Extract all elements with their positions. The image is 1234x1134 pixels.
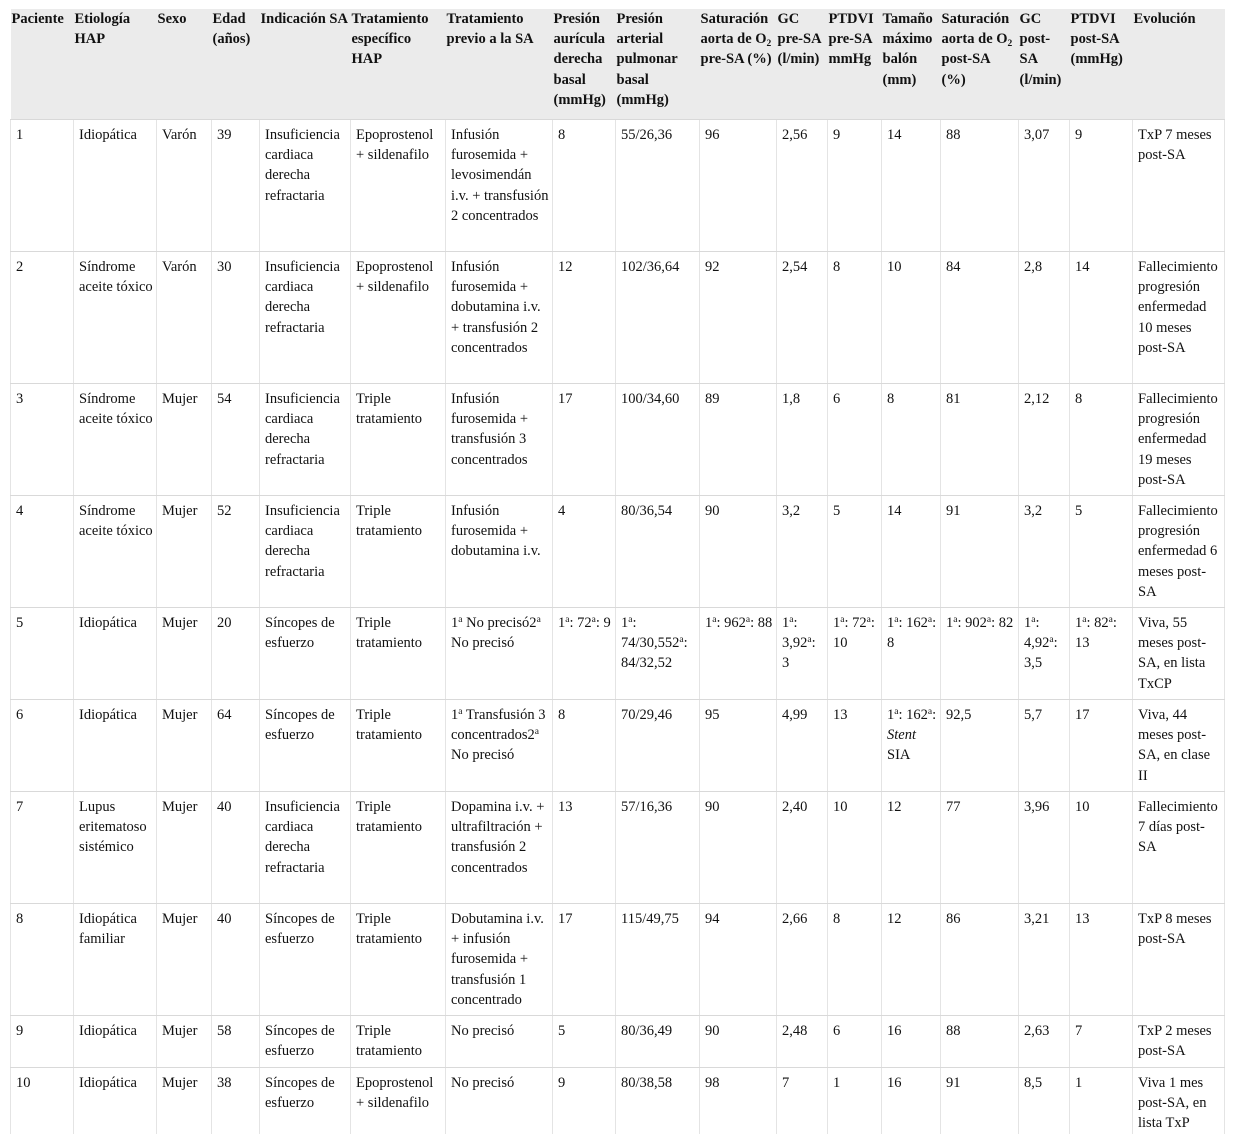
header-balon: Tamaño máximo balón (mm) [882, 9, 941, 120]
cell-paciente: 1 [11, 120, 74, 252]
cell-part: 1 [782, 615, 790, 631]
header-sat-post [941, 9, 1019, 120]
cell-part: 1 [451, 615, 459, 631]
cell-gc-post [1019, 608, 1070, 700]
superscript-a: a [789, 615, 794, 625]
superscript-a: a [807, 635, 812, 646]
patients-table [10, 9, 1225, 1134]
superscript-a: a [458, 615, 463, 625]
table-body [11, 120, 1225, 1134]
cell-evolucion: Viva, 44 meses post-SA, en clase II [1133, 700, 1225, 792]
cell-gc-pre: 3,2 [777, 496, 828, 608]
cell-sat-pre: 92 [700, 252, 777, 384]
cell-sat-post: 81 [941, 384, 1019, 496]
cell-balon: 8 [882, 384, 941, 496]
cell-part: 1 [1075, 615, 1083, 631]
superscript-a: a [927, 615, 933, 625]
cell-paciente: 6 [11, 700, 74, 792]
cell-etiologia: Lupus eritematoso sistémico [74, 792, 157, 904]
cell-pad: 12 [553, 252, 616, 384]
cell-ptdvi-post: 9 [1070, 120, 1133, 252]
cell-ptdvi-post: 13 [1070, 904, 1133, 1016]
cell-sat-pre: 90 [700, 1016, 777, 1068]
cell-trat-especifico: Triple tratamiento [351, 792, 446, 904]
cell-ptdvi-pre [828, 608, 882, 700]
cell-part: 1 [1024, 615, 1032, 631]
cell-ptdvi-post: 5 [1070, 496, 1133, 608]
cell-part: 1 [887, 707, 895, 723]
cell-pad: 4 [553, 496, 616, 608]
header-edad: Edad (años) [212, 9, 260, 120]
cell-ptdvi-pre: 6 [828, 1016, 882, 1068]
cell-gc-post: 3,96 [1019, 792, 1070, 904]
cell-balon [882, 608, 941, 700]
cell-pap: 102/36,64 [616, 252, 700, 384]
header-row [11, 9, 1225, 120]
cell-part: : 82 [1086, 615, 1109, 631]
cell-etiologia: Idiopática [74, 1068, 157, 1134]
header-sexo: Sexo [157, 9, 212, 120]
superscript-a: a [679, 635, 684, 646]
cell-balon: 12 [882, 904, 941, 1016]
cell-indicacion: Insuficiencia cardiaca derecha refractaria [260, 792, 351, 904]
cell-gc-post: 2,63 [1019, 1016, 1070, 1068]
header-gc-pre: GC pre-SA (l/min) [777, 9, 828, 120]
cell-gc-post: 3,2 [1019, 496, 1070, 608]
cell-pad [553, 608, 616, 700]
cell-gc-pre: 2,48 [777, 1016, 828, 1068]
cell-ptdvi-pre: 5 [828, 496, 882, 608]
superscript-a: a [745, 615, 751, 625]
cell-evolucion: Fallecimiento 7 días post-SA [1133, 792, 1225, 904]
header-sat-pre-b: pre-SA (%) [700, 51, 772, 68]
cell-etiologia: Idiopática [74, 608, 157, 700]
cell-pad: 13 [553, 792, 616, 904]
cell-sat-pre [700, 608, 777, 700]
cell-etiologia: Idiopática [74, 700, 157, 792]
cell-sexo: Mujer [157, 904, 212, 1016]
cell-part: 1 [833, 615, 841, 631]
cell-trat-especifico: Triple tratamiento [351, 700, 446, 792]
cell-trat-previo: No precisó [446, 1068, 553, 1134]
cell-paciente: 7 [11, 792, 74, 904]
cell-indicacion: Síncopes de esfuerzo [260, 1068, 351, 1134]
header-paciente: Paciente [11, 9, 74, 120]
cell-sat-post: 91 [941, 1068, 1019, 1134]
table-row [11, 700, 1225, 792]
cell-part: 1 [621, 615, 629, 631]
cell-edad: 20 [212, 608, 260, 700]
cell-edad: 40 [212, 792, 260, 904]
cell-pap: 57/16,36 [616, 792, 700, 904]
cell-trat-especifico: Triple tratamiento [351, 1016, 446, 1068]
table-row [11, 120, 1225, 252]
cell-paciente: 5 [11, 608, 74, 700]
cell-edad: 52 [212, 496, 260, 608]
cell-part: : 902 [957, 615, 987, 631]
cell-pad: 9 [553, 1068, 616, 1134]
cell-balon [882, 700, 941, 792]
cell-pap: 80/38,58 [616, 1068, 700, 1134]
cell-balon: 12 [882, 792, 941, 904]
cell-balon: 14 [882, 496, 941, 608]
cell-ptdvi-post [1070, 608, 1133, 700]
cell-part: 1 [558, 615, 566, 631]
cell-part: : 84/32,52 [621, 635, 688, 672]
cell-sat-post: 86 [941, 904, 1019, 1016]
superscript-a: a [565, 615, 570, 625]
cell-gc-pre: 2,40 [777, 792, 828, 904]
header-sat-post-sub: 2 [1007, 39, 1013, 50]
cell-sexo: Varón [157, 120, 212, 252]
header-sat-pre-a: Saturación aorta de O [700, 11, 769, 48]
cell-gc-pre: 2,66 [777, 904, 828, 1016]
cell-pap: 80/36,54 [616, 496, 700, 608]
cell-trat-previo: Infusión furosemida + dobutamina i.v. + transfusión 2 concentrados [446, 252, 553, 384]
cell-part: : 72 [844, 615, 867, 631]
cell-part: Transfusión 3 concentrados2 [451, 707, 546, 744]
superscript-a: a [534, 727, 539, 738]
superscript-a: a [894, 707, 899, 717]
cell-ptdvi-post: 1 [1070, 1068, 1133, 1134]
superscript-a: a [1049, 635, 1054, 646]
table-row [11, 384, 1225, 496]
header-evolucion: Evolución [1133, 9, 1225, 120]
cell-indicacion: Síncopes de esfuerzo [260, 608, 351, 700]
superscript-a: a [458, 707, 463, 717]
cell-trat-especifico: Epoprostenol + sildenafilo [351, 120, 446, 252]
header-sat-pre-sub: 2 [766, 39, 772, 50]
cell-pap: 115/49,75 [616, 904, 700, 1016]
table-row [11, 1016, 1225, 1068]
cell-edad: 58 [212, 1016, 260, 1068]
table-row [11, 904, 1225, 1016]
header-sat-post-b: post-SA (%) [941, 51, 990, 88]
cell-part-italic: Stent [887, 727, 916, 744]
cell-gc-pre [777, 608, 828, 700]
cell-part: No precisó2 [462, 615, 537, 631]
cell-evolucion: TxP 7 meses post-SA [1133, 120, 1225, 252]
header-trat-especifico: Tratamiento específico HAP [351, 9, 446, 120]
superscript-a: a [536, 615, 541, 625]
cell-etiologia: Idiopática familiar [74, 904, 157, 1016]
cell-indicacion: Insuficiencia cardiaca derecha refractaria [260, 120, 351, 252]
cell-ptdvi-post: 17 [1070, 700, 1133, 792]
cell-sexo: Mujer [157, 1068, 212, 1134]
cell-sat-pre: 96 [700, 120, 777, 252]
superscript-a: a [986, 615, 992, 625]
cell-etiologia: Idiopática [74, 120, 157, 252]
cell-etiologia: Síndrome aceite tóxico [74, 496, 157, 608]
header-ptdvi-pre: PTDVI pre-SA mmHg [828, 9, 882, 120]
cell-gc-pre: 2,56 [777, 120, 828, 252]
superscript-a: a [866, 615, 871, 625]
cell-part: : 3,92 [782, 615, 808, 652]
cell-edad: 30 [212, 252, 260, 384]
cell-sat-pre: 89 [700, 384, 777, 496]
cell-sat-post: 84 [941, 252, 1019, 384]
header-indicacion: Indicación SA [260, 9, 351, 120]
cell-edad: 40 [212, 904, 260, 1016]
cell-sat-pre: 98 [700, 1068, 777, 1134]
cell-ptdvi-pre: 6 [828, 384, 882, 496]
cell-edad: 38 [212, 1068, 260, 1134]
cell-ptdvi-pre: 13 [828, 700, 882, 792]
cell-part: : 10 [833, 615, 875, 652]
cell-gc-post: 8,5 [1019, 1068, 1070, 1134]
header-sat-pre [700, 9, 777, 120]
cell-sexo: Mujer [157, 792, 212, 904]
cell-sat-pre: 90 [700, 792, 777, 904]
cell-part: : 3 [782, 635, 816, 672]
cell-gc-pre: 4,99 [777, 700, 828, 792]
cell-etiologia: Síndrome aceite tóxico [74, 384, 157, 496]
cell-part: : 8 [887, 615, 937, 652]
cell-pad: 17 [553, 384, 616, 496]
cell-balon: 16 [882, 1016, 941, 1068]
table-row [11, 496, 1225, 608]
cell-sexo: Mujer [157, 700, 212, 792]
cell-paciente: 8 [11, 904, 74, 1016]
cell-ptdvi-pre: 1 [828, 1068, 882, 1134]
cell-trat-especifico: Triple tratamiento [351, 904, 446, 1016]
cell-evolucion: Viva, 55 meses post-SA, en lista TxCP [1133, 608, 1225, 700]
cell-pad: 8 [553, 700, 616, 792]
cell-sexo: Varón [157, 252, 212, 384]
cell-gc-post: 2,8 [1019, 252, 1070, 384]
table-header [11, 9, 1225, 120]
cell-evolucion: Viva 1 mes post-SA, en lista TxP [1133, 1068, 1225, 1134]
cell-sat-post: 88 [941, 120, 1019, 252]
cell-gc-post: 2,12 [1019, 384, 1070, 496]
cell-part: No precisó [451, 747, 515, 764]
table-container [10, 9, 1224, 1134]
cell-gc-pre: 7 [777, 1068, 828, 1134]
cell-balon: 14 [882, 120, 941, 252]
cell-trat-previo: Infusión furosemida + dobutamina i.v. [446, 496, 553, 608]
cell-part: 1 [946, 615, 954, 631]
cell-pad: 5 [553, 1016, 616, 1068]
cell-trat-previo: Dopamina i.v. + ultrafiltración + transfusión 2 concentrados [446, 792, 553, 904]
cell-part: : 74/30,552 [621, 615, 680, 652]
cell-trat-previo [446, 608, 553, 700]
cell-pad: 8 [553, 120, 616, 252]
cell-part: : 13 [1075, 615, 1117, 652]
cell-part: SIA [887, 747, 911, 764]
header-ptdvi-post: PTDVI post-SA (mmHg) [1070, 9, 1133, 120]
cell-edad: 39 [212, 120, 260, 252]
cell-etiologia: Síndrome aceite tóxico [74, 252, 157, 384]
cell-ptdvi-post: 7 [1070, 1016, 1133, 1068]
superscript-a: a [1031, 615, 1036, 625]
cell-ptdvi-post: 14 [1070, 252, 1133, 384]
cell-sexo: Mujer [157, 608, 212, 700]
cell-trat-especifico: Triple tratamiento [351, 608, 446, 700]
cell-evolucion: Fallecimiento progresión enfermedad 10 meses post-SA [1133, 252, 1225, 384]
cell-edad: 54 [212, 384, 260, 496]
cell-trat-previo [446, 700, 553, 792]
cell-part: No precisó [451, 635, 515, 652]
cell-sat-post: 77 [941, 792, 1019, 904]
cell-gc-post: 3,07 [1019, 120, 1070, 252]
cell-ptdvi-post: 8 [1070, 384, 1133, 496]
table-row [11, 608, 1225, 700]
cell-part: : 162 [898, 615, 928, 631]
cell-trat-previo: Infusión furosemida + levosimendán i.v. + transfusión 2 concentrados [446, 120, 553, 252]
cell-evolucion: TxP 2 meses post-SA [1133, 1016, 1225, 1068]
cell-sat-pre: 94 [700, 904, 777, 1016]
cell-part: : 3,5 [1024, 635, 1058, 672]
cell-paciente: 10 [11, 1068, 74, 1134]
cell-part: 1 [887, 615, 895, 631]
cell-indicacion: Insuficiencia cardiaca derecha refractaria [260, 384, 351, 496]
header-gc-post: GC post-SA (l/min) [1019, 9, 1070, 120]
cell-trat-previo: No precisó [446, 1016, 553, 1068]
cell-evolucion: Fallecimiento progresión enfermedad 19 meses post-SA [1133, 384, 1225, 496]
superscript-a: a [591, 615, 596, 625]
cell-part: 1 [451, 707, 459, 723]
header-pap: Presión arterial pulmonar basal (mmHg) [616, 9, 700, 120]
cell-trat-previo: Dobutamina i.v. + infusión furosemida + transfusión 1 concentrado [446, 904, 553, 1016]
cell-pap [616, 608, 700, 700]
cell-ptdvi-pre: 10 [828, 792, 882, 904]
superscript-a: a [1082, 615, 1087, 625]
cell-sat-post [941, 608, 1019, 700]
cell-paciente: 9 [11, 1016, 74, 1068]
cell-sat-pre: 95 [700, 700, 777, 792]
cell-balon: 16 [882, 1068, 941, 1134]
cell-sat-pre: 90 [700, 496, 777, 608]
cell-pap: 100/34,60 [616, 384, 700, 496]
cell-indicacion: Insuficiencia cardiaca derecha refractaria [260, 496, 351, 608]
superscript-a: a [927, 707, 933, 717]
cell-pap: 55/26,36 [616, 120, 700, 252]
cell-pap: 80/36,49 [616, 1016, 700, 1068]
cell-sat-post: 92,5 [941, 700, 1019, 792]
cell-indicacion: Síncopes de esfuerzo [260, 904, 351, 1016]
superscript-a: a [953, 615, 958, 625]
table-row [11, 1068, 1225, 1134]
superscript-a: a [712, 615, 717, 625]
cell-ptdvi-pre: 8 [828, 904, 882, 1016]
header-sat-post-a: Saturación aorta de O [941, 11, 1010, 48]
cell-part: : 88 [750, 615, 773, 631]
superscript-a: a [894, 615, 899, 625]
cell-part: : [932, 707, 937, 723]
cell-trat-previo: Infusión furosemida + transfusión 3 concentrados [446, 384, 553, 496]
table-row [11, 792, 1225, 904]
cell-part: : 9 [595, 615, 611, 631]
cell-ptdvi-pre: 8 [828, 252, 882, 384]
cell-pad: 17 [553, 904, 616, 1016]
cell-part: 1 [705, 615, 713, 631]
cell-evolucion: Fallecimiento progresión enfermedad 6 meses post-SA [1133, 496, 1225, 608]
cell-edad: 64 [212, 700, 260, 792]
table-row [11, 252, 1225, 384]
superscript-a: a [1108, 615, 1113, 625]
cell-part: : 72 [569, 615, 592, 631]
cell-indicacion: Síncopes de esfuerzo [260, 1016, 351, 1068]
cell-part: : 162 [898, 707, 928, 723]
cell-sexo: Mujer [157, 1016, 212, 1068]
cell-evolucion: TxP 8 meses post-SA [1133, 904, 1225, 1016]
header-pad: Presión aurícula derecha basal (mmHg) [553, 9, 616, 120]
header-etiologia: Etiología HAP [74, 9, 157, 120]
cell-pap: 70/29,46 [616, 700, 700, 792]
cell-indicacion: Insuficiencia cardiaca derecha refractaria [260, 252, 351, 384]
cell-sexo: Mujer [157, 496, 212, 608]
cell-paciente: 3 [11, 384, 74, 496]
cell-trat-especifico: Triple tratamiento [351, 384, 446, 496]
superscript-a: a [628, 615, 633, 625]
cell-gc-post: 3,21 [1019, 904, 1070, 1016]
cell-indicacion: Síncopes de esfuerzo [260, 700, 351, 792]
cell-gc-pre: 2,54 [777, 252, 828, 384]
cell-ptdvi-pre: 9 [828, 120, 882, 252]
cell-trat-especifico: Epoprostenol + sildenafilo [351, 1068, 446, 1134]
cell-paciente: 2 [11, 252, 74, 384]
header-trat-previo: Tratamiento previo a la SA [446, 9, 553, 120]
cell-gc-pre: 1,8 [777, 384, 828, 496]
cell-paciente: 4 [11, 496, 74, 608]
cell-part: : 82 [991, 615, 1014, 631]
cell-trat-especifico: Triple tratamiento [351, 496, 446, 608]
cell-trat-especifico: Epoprostenol + sildenafilo [351, 252, 446, 384]
cell-part: : 4,92 [1024, 615, 1050, 652]
cell-sat-post: 91 [941, 496, 1019, 608]
cell-sat-post: 88 [941, 1016, 1019, 1068]
cell-part: : 962 [716, 615, 746, 631]
superscript-a: a [840, 615, 845, 625]
cell-balon: 10 [882, 252, 941, 384]
cell-sexo: Mujer [157, 384, 212, 496]
cell-gc-post: 5,7 [1019, 700, 1070, 792]
cell-ptdvi-post: 10 [1070, 792, 1133, 904]
cell-etiologia: Idiopática [74, 1016, 157, 1068]
